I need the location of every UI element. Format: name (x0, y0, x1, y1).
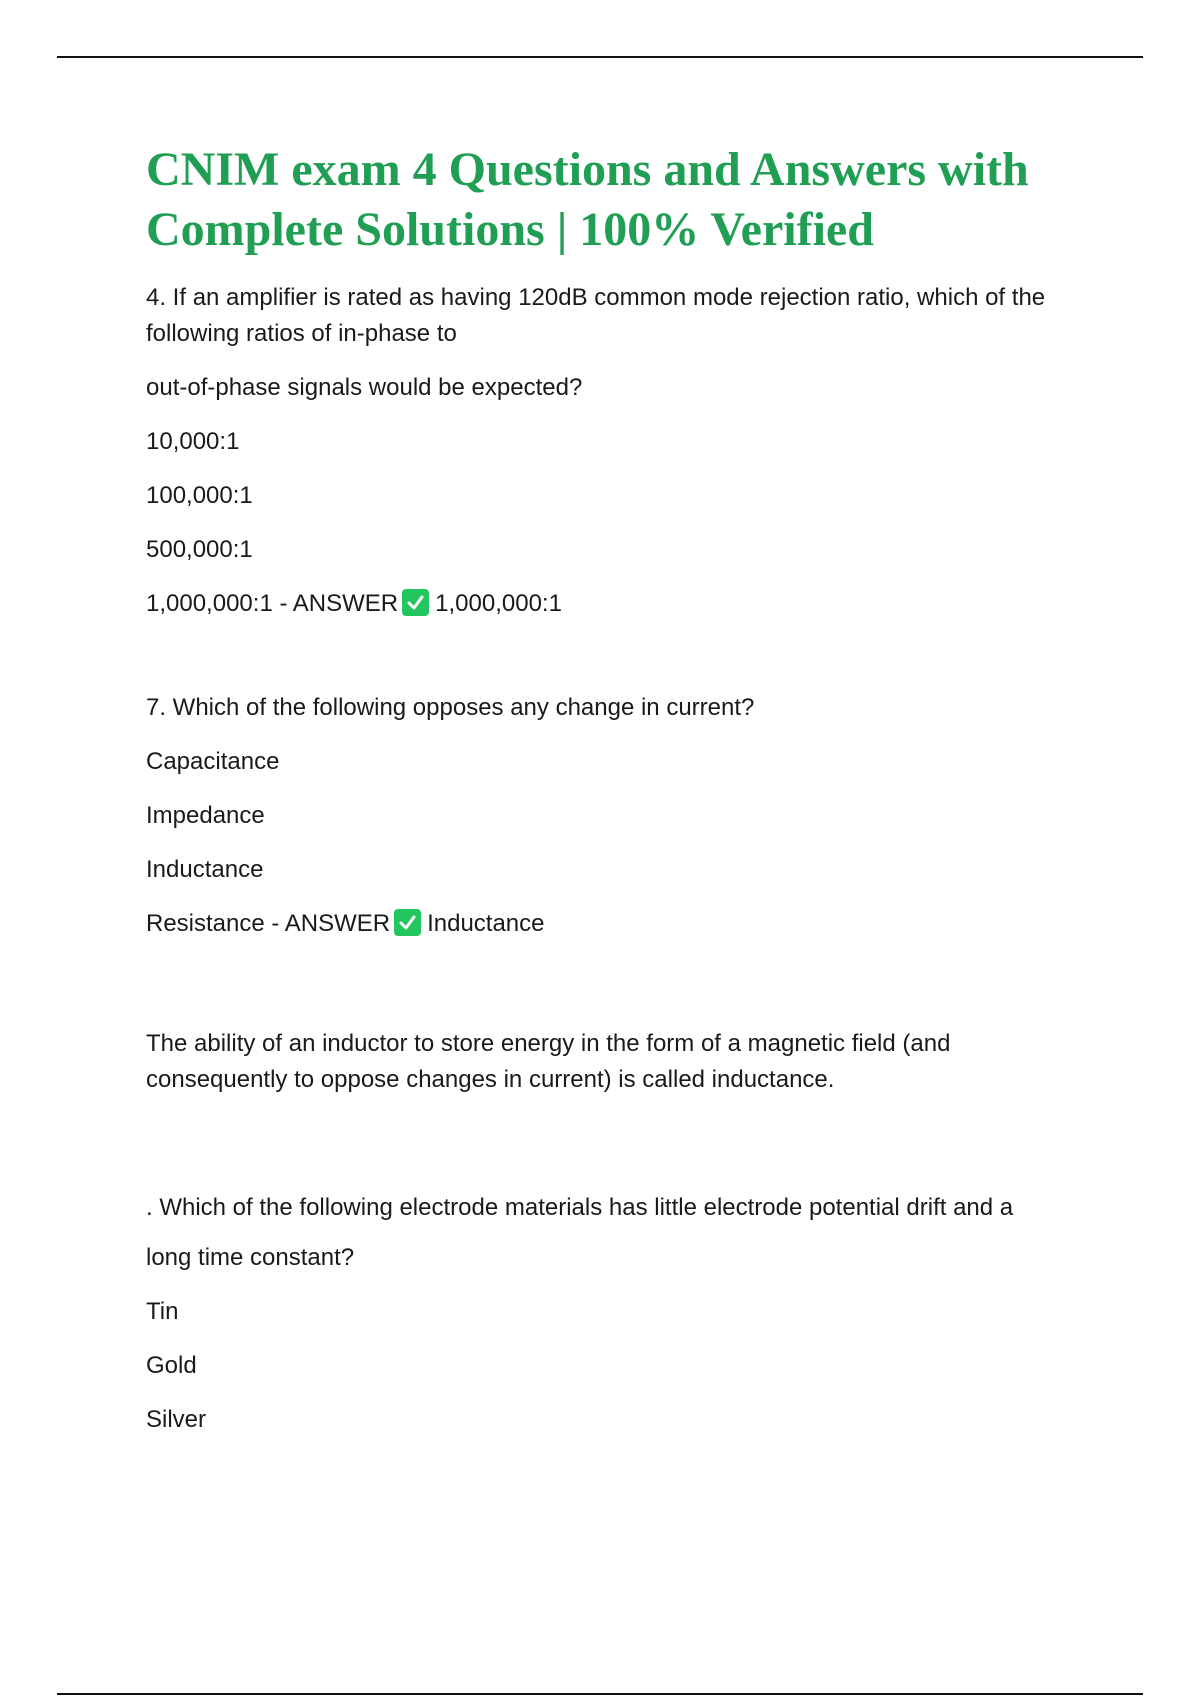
bottom-rule (57, 1693, 1143, 1695)
question-4-answer: 1,000,000:1 (435, 590, 562, 617)
question-7-explanation: The ability of an inductor to store energy in the form of a magnetic field (and consequently to oppose changes in current) is called inductance. (146, 1030, 951, 1093)
check-mark-icon (394, 909, 421, 936)
question-7-option-4: Resistance - ANSWER (146, 910, 391, 937)
question-4-prompt: 4. If an amplifier is rated as having 120dB common mode rejection ratio, which of the following ratios of in-phase to (146, 284, 1046, 347)
question-4-prompt-continued: out-of-phase signals would be expected? (146, 374, 583, 401)
document-body (146, 140, 1086, 1438)
question-4-option-2: 100,000:1 (146, 482, 253, 509)
document-title: CNIM exam 4 Questions and Answers with Complete Solutions | 100% Verified (146, 143, 1029, 256)
question-7-option-2: Impedance (146, 802, 265, 829)
question-4-option-1: 10,000:1 (146, 428, 240, 455)
electrode-option-1: Tin (146, 1298, 179, 1325)
question-4-option-3: 500,000:1 (146, 536, 253, 563)
check-mark-icon (402, 589, 429, 616)
question-7-option-1: Capacitance (146, 748, 280, 775)
electrode-option-3: Silver (146, 1406, 207, 1433)
question-7-prompt: 7. Which of the following opposes any change in current? (146, 694, 755, 721)
electrode-question-prompt: . Which of the following electrode materials has little electrode potential drift and a (146, 1194, 1014, 1221)
top-rule (57, 56, 1143, 58)
question-4-answer-line (146, 586, 1086, 622)
question-4-option-4: 1,000,000:1 - ANSWER (146, 590, 399, 617)
question-7-answer-line (146, 906, 1086, 942)
electrode-option-2: Gold (146, 1352, 197, 1379)
electrode-question-prompt-continued: long time constant? (146, 1244, 355, 1271)
question-7-option-3: Inductance (146, 856, 264, 883)
question-7-answer: Inductance (427, 910, 545, 937)
